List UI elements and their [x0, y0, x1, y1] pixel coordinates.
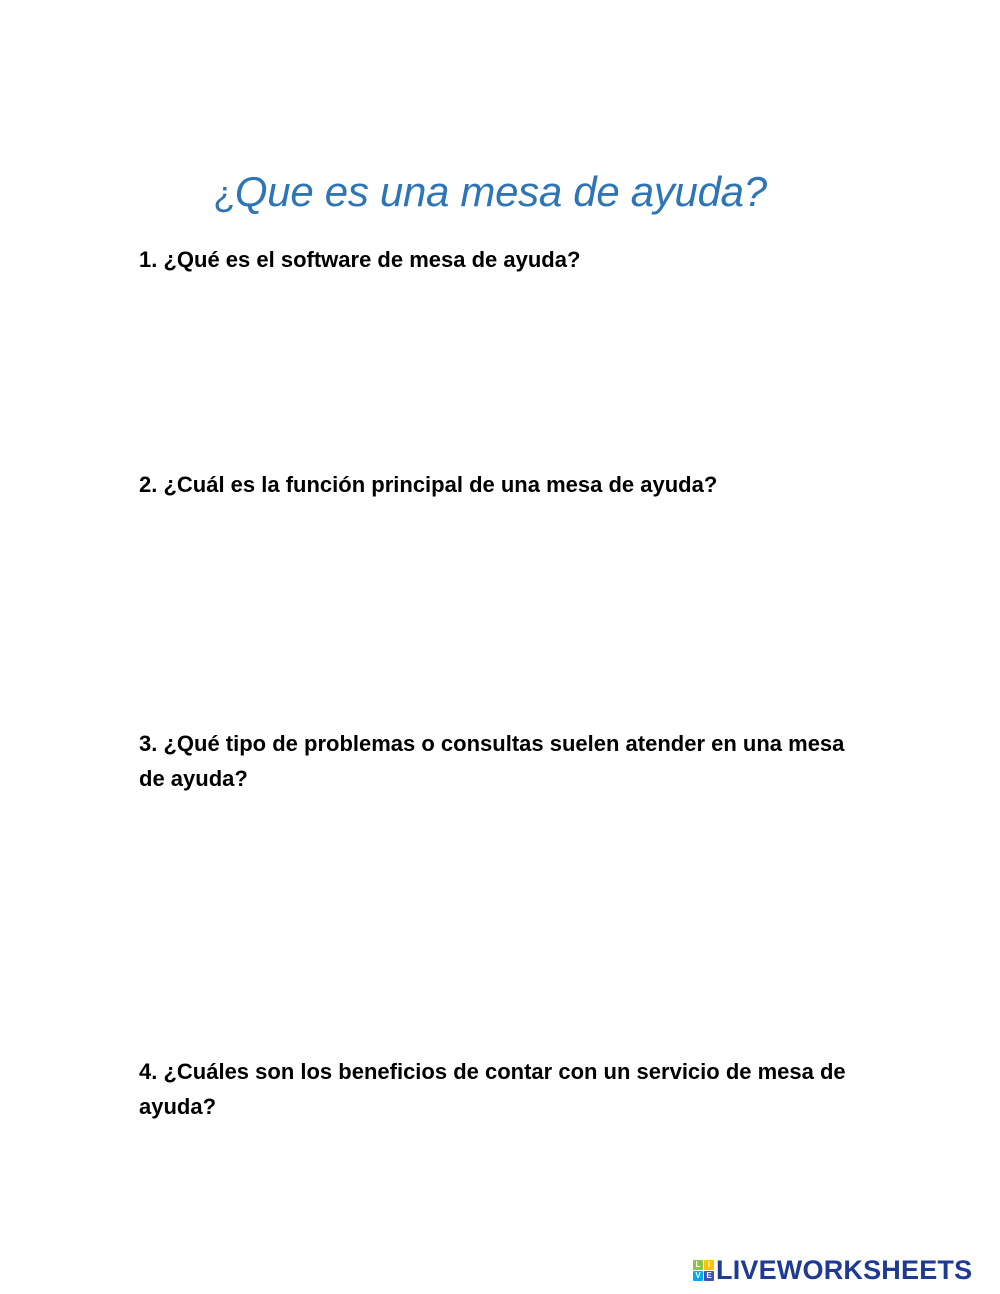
live-block-e: E [704, 1271, 714, 1281]
page-title [0, 166, 980, 220]
live-blocks-icon [693, 1260, 714, 1281]
live-block-v: V [693, 1271, 703, 1281]
question-4: 4. ¿Cuáles son los beneficios de contar con un servicio de mesa de ayuda? [139, 1059, 846, 1119]
title-inverted-question-mark: ¿ [213, 173, 235, 215]
live-block-l: L [693, 1260, 703, 1270]
liveworksheets-logo[interactable] [693, 1256, 972, 1284]
question-2: 2. ¿Cuál es la función principal de una mesa de ayuda? [139, 472, 718, 497]
question-1: 1. ¿Qué es el software de mesa de ayuda? [139, 247, 581, 272]
title-text: Que es una mesa de ayuda? [234, 168, 767, 216]
live-block-i: I [704, 1260, 714, 1270]
question-3: 3. ¿Qué tipo de problemas o consultas suelen atender en una mesa de ayuda? [139, 731, 845, 791]
logo-text: LIVEWORKSHEETS [716, 1255, 973, 1285]
